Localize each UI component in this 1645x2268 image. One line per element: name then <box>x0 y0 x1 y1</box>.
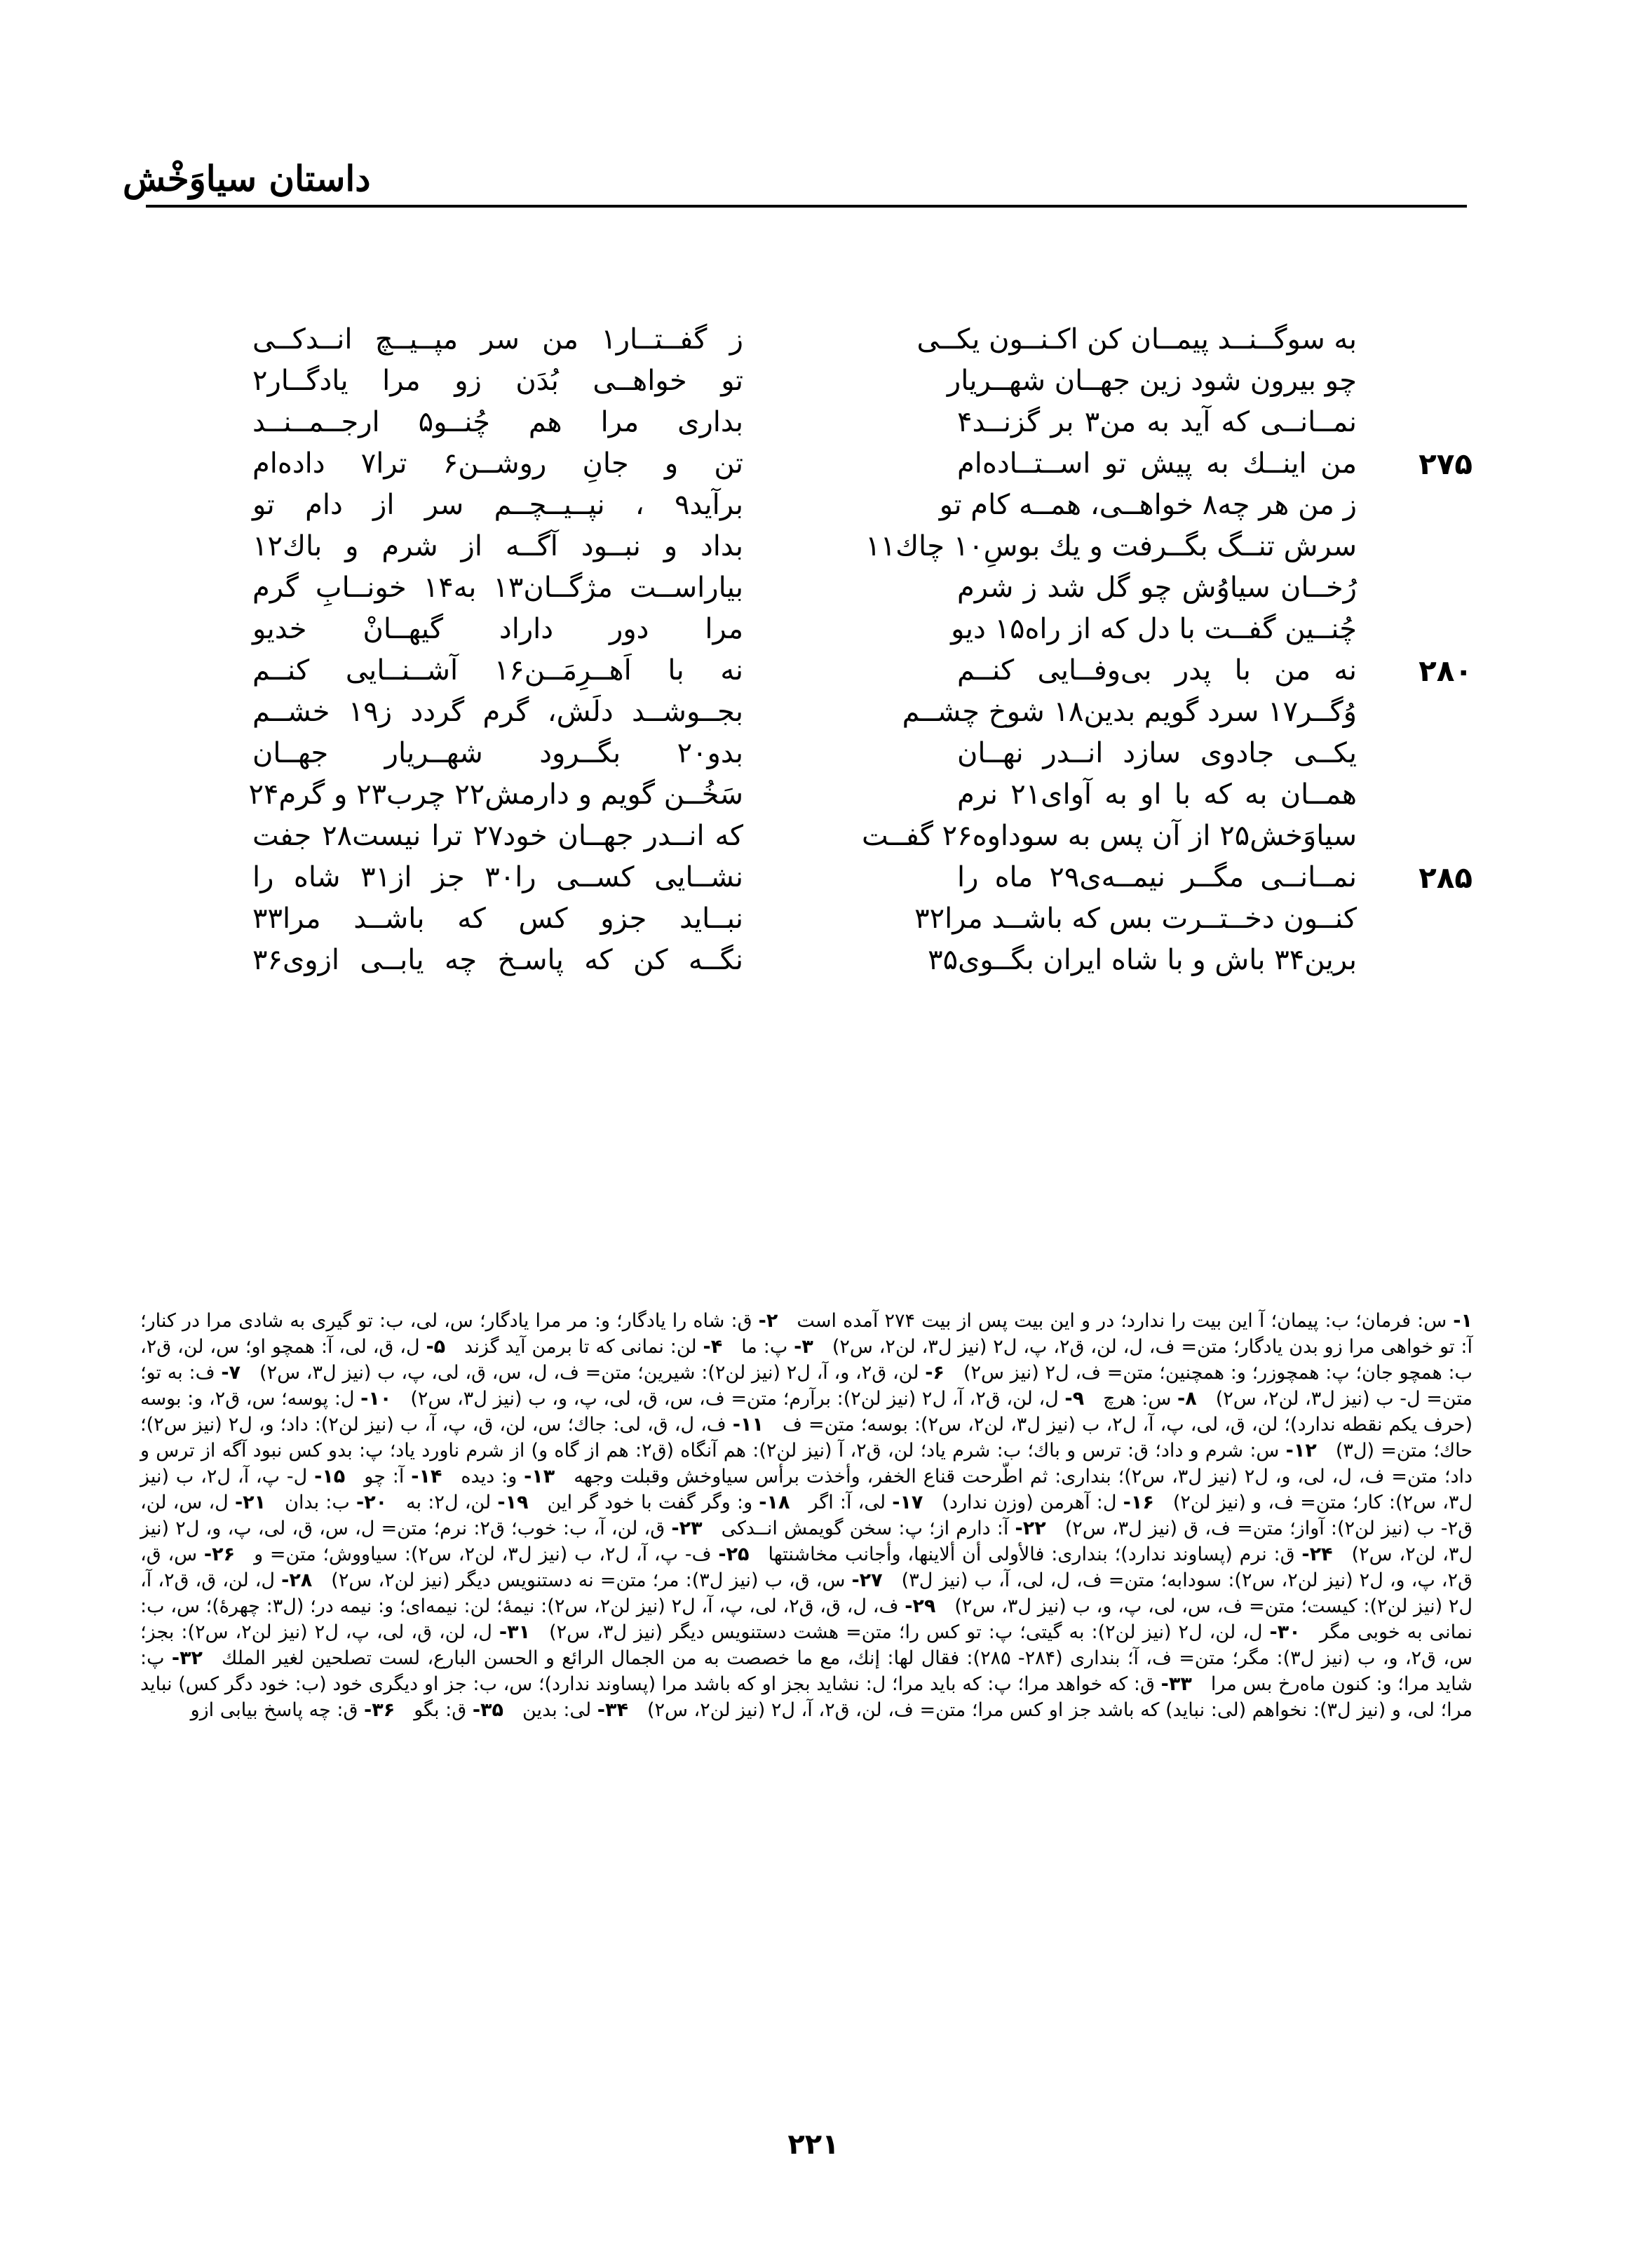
footnote-text: ل، لن، ل۲ (نیز لن۲): به گیتی؛ پ: تو کس را؛ متن= هشت دستنویس دیگر (نیز ل۳، س۲) <box>549 1621 1263 1643</box>
footnote-number: ۳۱- <box>499 1621 531 1643</box>
footnote-number: ۲۵- <box>718 1544 750 1565</box>
footnote-number: ۲۸- <box>281 1570 313 1591</box>
page-number: ۲۲۱ <box>787 2128 839 2161</box>
footnote-number: ۲۹- <box>905 1595 936 1617</box>
verse-row <box>252 402 1473 443</box>
hemistich-first: سیاوَخش۲۵ از آن پس به سوداوه۲۶ گفــت <box>861 820 1357 852</box>
hemistich-first: من اینــك به پیش تو اســتــاده‌ام <box>957 447 1357 480</box>
footnote-number: ۳۶- <box>364 1699 395 1721</box>
hemistich-first: چو بیرون شود زین جهــان شهــریار <box>947 365 1357 397</box>
footnote-text: س: فرمان؛ ب: پیمان؛ آ این بیت را ندارد؛ در و این بیت پس از بیت ۲۷۴ آمده است <box>797 1310 1447 1332</box>
footnote <box>503 1699 628 1721</box>
hemistich-first: چُنــین گفــت با دل که از راه۱۵ دیو <box>951 613 1357 645</box>
verse-row <box>248 774 1473 816</box>
verse-block <box>248 319 1473 981</box>
footnote <box>1084 1388 1197 1410</box>
hemistich-second: که انــدر جهــان خود۲۷ ترا نیست۲۸ جفت <box>252 820 743 852</box>
footnote-text: ق: بگو <box>414 1699 467 1721</box>
footnote-number: ۲۶- <box>203 1544 236 1565</box>
footnote-number: ۱- <box>1453 1310 1473 1332</box>
footnote-text: ق: که خواهد مرا؛ پ: که باید مرا؛ ل: نشاید بجز او که باشد مرا (پساوند ندارد)؛ س، ب: جز او دیگری خود (ب: خود دگر کس) نباید مرا؛ لی، و (نیز ل۳): نخواهم (لی: نباید) که باشد جز او کس مرا؛ متن= ف، لن، ق۲، آ، ل۲ (نیز لن۲، س۲) <box>140 1673 1473 1721</box>
footnote-number: ۲۰- <box>356 1492 388 1513</box>
hemistich-second: نشــایی کســی را۳۰ جز از۳۱ شاه را <box>252 861 743 893</box>
verse-number: ۲۸۵ <box>1419 860 1473 895</box>
verse-row <box>252 485 1473 526</box>
footnote-text: آ: دارم از؛ پ: سخن گویمش انــدکی <box>721 1518 1009 1539</box>
footnote <box>387 1492 528 1513</box>
footnote-text: لن، ق۲، و، آ، ل۲ (نیز لن۲): شیرین؛ متن= ف، ل، س، ق، لی، پ، ب (نیز ل۳، س۲) <box>259 1362 919 1384</box>
hemistich-second: بدو۲۰ بگــرود شهــریار جهــان <box>252 737 743 769</box>
footnote <box>790 1492 923 1513</box>
footnote <box>750 1544 1333 1565</box>
footnote <box>529 1492 790 1513</box>
footnote-number: ۱۷- <box>892 1492 923 1513</box>
hemistich-second: برآید۹ ، نپــیــچــم سر از دام تو <box>252 489 743 521</box>
footnote-number: ۱۱- <box>732 1414 764 1436</box>
footnote-text: و: دیده <box>461 1466 517 1487</box>
footnote-text: ق: نرم (پساوند ندارد)؛ بنداری: فالأولی أن ألاینها، وأجانب مخاشنتها <box>768 1544 1295 1565</box>
footnote <box>778 1310 1473 1332</box>
footnote <box>395 1699 503 1721</box>
footnote-text: ب: بدان <box>285 1492 350 1513</box>
footnote-number: ۱۶- <box>1123 1492 1154 1513</box>
hemistich-second: مرا دور داراد گیهــانْ خدیو <box>252 613 743 645</box>
footnote-text: ل، لن، ق۲، آ، ل۲ (نیز لن۲): برآرم؛ متن= ف، س، ق، لی، پ، و، ب (نیز ل۳، س۲) <box>410 1388 1059 1410</box>
footnote-text: ف، ل، ق، ق۲، لی، پ، آ، ل۲ (نیز لن۲، س۲): نیمهٔ؛ لن: نیمه‌ای؛ و: نیمه در؛ (ل۳: چهرهٔ)؛ س، ب: نمانی به خوبی مگر <box>140 1595 1473 1643</box>
footnote-text: ل: آهرمن (وزن ندارد) <box>942 1492 1117 1513</box>
footnote-number: ۲۲- <box>1015 1518 1046 1539</box>
footnote <box>312 1570 882 1591</box>
footnote-text: ل، لن، ق، لی، پ، ل۲ (نیز لن۲، س۲): بجز؛ س، ق۲، و، ب (نیز ل۳): مگر؛ متن= ف، آ؛ بنداری (۲۸۴- ۲۸۵): فقال لها: إنك، مع ما خصصت به من الجمال الرائع و الحسن البارع، لست تصلحین لغیر الملك <box>140 1621 1473 1669</box>
running-title: داستان سیاوَخْش <box>123 158 371 199</box>
footnote-text: ف- پ، آ، ل۲، ب (نیز ل۳، لن۲، س۲): سیاووش؛ متن= و <box>254 1544 712 1565</box>
footnote-text: ل- پ، آ، ل۲، ب (نیز ل۳، س۲): کار؛ متن= ف، و (نیز لن۲) <box>140 1466 1473 1513</box>
hemistich-first: نمــانــی که آید به من۳ بر گزنــد۴ <box>957 406 1358 438</box>
hemistich-second: بجــوشــد دلَش، گرم گردد ز۱۹ خشــم <box>252 696 743 728</box>
footnote-text: س، ق، ق۲، پ، و، ل۲ (نیز لن۲، س۲): سودابه؛ متن= ف، ل، لی، آ، ب (نیز ل۳) <box>140 1544 1473 1591</box>
verse-row <box>252 898 1473 940</box>
footnote-text: س، ق، ب (نیز ل۳): مر؛ متن= نه دستنویس دیگر (نیز لن۲، س۲) <box>331 1570 846 1591</box>
verse-row <box>252 360 1473 402</box>
footnote-text: و: وگر گفت با خود گر این <box>547 1492 753 1513</box>
footnote-number: ۲۱- <box>234 1492 266 1513</box>
verse-row <box>252 733 1473 774</box>
footnote-number: ۳۳- <box>1160 1673 1192 1695</box>
verse-row <box>252 940 1473 981</box>
footnote <box>445 1336 722 1358</box>
footnote-text: ق: چه پاسخ بیابی ازو <box>190 1699 358 1721</box>
footnote-number: ۷- <box>221 1362 241 1384</box>
verse-row <box>252 816 1473 857</box>
footnote-text: س: هرچ <box>1103 1388 1172 1410</box>
footnote-text: ف: به تو؛ متن= ل- ب (نیز ل۳، لن۲، س۲) <box>140 1362 1473 1410</box>
hemistich-second: تو خواهــی بُدَن زو مرا یادگــار۲ <box>252 365 743 397</box>
footnote-number: ۸- <box>1177 1388 1197 1410</box>
footnote-number: ۳۲- <box>171 1647 203 1669</box>
footnote <box>722 1336 813 1358</box>
hemistich-second: تن و جانِ روشــن۶ ترا۷ داده‌ام <box>252 447 743 480</box>
footnote <box>923 1492 1153 1513</box>
hemistich-first: یکــی جادوی سازد انــدر نهــان <box>957 737 1357 769</box>
hemistich-first: نه من با پدر بی‌وفــایی کنــم <box>957 654 1357 687</box>
verse-row <box>252 691 1473 733</box>
footnote-number: ۱۳- <box>524 1466 555 1487</box>
footnote <box>172 1699 395 1721</box>
header-rule <box>146 205 1467 208</box>
hemistich-first: به سوگــنــد پیمــان کن اکـنــون یکــی <box>916 323 1357 356</box>
hemistich-first: همــان به که با او به آوای۲۱ نرم <box>957 778 1357 811</box>
footnote-number: ۳۰- <box>1269 1621 1301 1643</box>
footnote-text: ل، لن، ق، ق۲، آ، ل۲ (نیز لن۲): کیست؛ متن= ف، س، لی، پ، و، ب (نیز ل۳، س۲) <box>140 1570 1473 1617</box>
hemistich-second: بداری مرا هم چُنــو۵ ارجــمــنــد <box>252 406 744 438</box>
footnote-number: ۲۴- <box>1301 1544 1333 1565</box>
footnote-text: ل، ق، لی، آ: همچو او؛ س، لن، ق۲، ب: همچو جان؛ پ: همچوزر؛ و: همچنین؛ متن= ف، ل۲ (نیز س۲) <box>140 1336 1473 1384</box>
footnote-text: لن: نمانی که تا برمن آید گزند <box>464 1336 697 1358</box>
footnote-number: ۹- <box>1064 1388 1085 1410</box>
verse-row <box>252 857 1473 898</box>
footnote-number: ۲- <box>758 1310 778 1332</box>
footnote <box>442 1466 555 1487</box>
footnote <box>235 1544 749 1565</box>
hemistich-second: ز گفــتــار۱ من سر مپــیــچ انــدکــی <box>252 323 743 356</box>
hemistich-first: وُگــر۱۷ سرد گویم بدین۱۸ شوخ چشــم <box>902 696 1357 728</box>
footnote <box>266 1492 387 1513</box>
footnote-number: ۲۷- <box>851 1570 883 1591</box>
hemistich-first: ز من هر چه۸ خواهــی، همــه کام تو <box>939 489 1357 521</box>
footnote-text: لی، آ: اگر <box>808 1492 886 1513</box>
footnote-text: ق: شاه را یادگار؛ و: مر مرا یادگار؛ س، لی، ب: تو گیری به شادی مرا در کنار؛ آ: تو خواهی مرا زو بدن یادگار؛ متن= ف، ل، لن، ق۲، پ، ل۲ (نیز ل۳، لن۲، س۲) <box>140 1310 1473 1358</box>
footnote <box>241 1362 945 1384</box>
footnote-number: ۴- <box>703 1336 723 1358</box>
footnote-text: پ: ما <box>741 1336 788 1358</box>
hemistich-second: بیاراســت مژگــان۱۳ به۱۴ خونــابِ گرم <box>252 572 743 604</box>
footnote-number: ۵- <box>426 1336 446 1358</box>
verse-row <box>252 609 1473 650</box>
hemistich-first: کنــون دخــتــرت بس که باشــد مرا۳۲ <box>914 903 1357 935</box>
footnote-text: ف، ل، ق، لی: جاك؛ س، لن، ق، پ، آ، ب (نیز لن۲): داد؛ و، ل۲ (نیز س۲)؛ حاك؛ متن= (ل۳) <box>140 1414 1473 1462</box>
footnote <box>391 1388 1084 1410</box>
footnote-text: ق، لن، آ، ب: خوب؛ ق۲: نرم؛ متن= ل، س، ق، لی، پ، و، ل۲ (نیز ل۳، لن۲، س۲) <box>140 1518 1473 1565</box>
footnote-text: ل: پوسه؛ س، ق۲، و: بوسه (حرف یکم نقطه ندارد)؛ لن، ق، لی، پ، آ، ل۲، ب (نیز ل۳، لن۲، س۲): بوسه؛ متن= ف <box>140 1388 1473 1436</box>
footnote-number: ۳- <box>794 1336 813 1358</box>
hemistich-second: بداد و نبــود آگــه از شرم و باك۱۲ <box>252 530 743 562</box>
footnote-number: ۱۲- <box>1285 1440 1317 1462</box>
verse-row <box>252 650 1473 691</box>
footnote-text: لی: بدین <box>522 1699 592 1721</box>
hemistich-second: نگــه کن که پاسـخ چه یابــی ازوی۳۶ <box>252 944 743 976</box>
footnote-number: ۱۹- <box>497 1492 529 1513</box>
footnote-text: لن، ل۲: به <box>406 1492 492 1513</box>
footnote-text: پ: شاید مرا؛ و: کنون ماه‌رخ بس مرا <box>140 1647 1473 1695</box>
footnote-number: ۱۰- <box>360 1388 392 1410</box>
footnote-number: ۱۴- <box>411 1466 442 1487</box>
footnote-text: ل، س، لن، ق۲- ب (نیز لن۲): آواز؛ متن= ف، ق (نیز ل۳، س۲) <box>140 1492 1473 1539</box>
verse-number: ۲۷۵ <box>1419 447 1473 481</box>
footnote-text: آ: چو <box>364 1466 405 1487</box>
verse-row <box>252 567 1473 609</box>
footnotes <box>140 1308 1473 1723</box>
running-head <box>123 154 1465 203</box>
footnote-text: س: شرم و داد؛ ق: ترس و باك؛ ب: شرم یاد؛ لن، ق۲، آ (نیز لن۲): هم آنگاه (ق۲: هم از گاه و) از شرم ناورد یاد؛ پ: بدو کس نبود آگه از ترس و داد؛ متن= ف، ل، لی، و، ل۲ (نیز ل۳، س۲)؛ بنداری: ثم اطّرحت قناع الخفر، وأخذت برأس سیاوخش وقبلت وجهه <box>140 1440 1473 1487</box>
hemistich-second: نبــاید جزو کس که باشــد مرا۳۳ <box>252 903 743 935</box>
footnote-number: ۶- <box>925 1362 945 1384</box>
footnote-number: ۳۵- <box>472 1699 503 1721</box>
footnote-number: ۱۸- <box>759 1492 790 1513</box>
hemistich-first: برین۳۴ باش و با شاه ایران بگــوی۳۵ <box>928 944 1357 976</box>
hemistich-second: سَخُــن گویم و دارمش۲۲ چرب۲۳ و گرم۲۴ <box>248 778 743 811</box>
hemistich-first: رُخــان سیاوُش چو گل شد ز شرم <box>957 572 1357 604</box>
hemistich-first: نمــانــی مگــر نیمــه‌ی۲۹ ماه را <box>957 861 1357 893</box>
hemistich-second: نه با اَهــرِمَــن۱۶ آشــنــایی کنــم <box>252 654 743 687</box>
verse-row <box>252 443 1473 485</box>
hemistich-first: سرش تنــگ بگــرفت و یك بوسِ۱۰ چاك۱۱ <box>865 530 1357 562</box>
footnote-number: ۳۴- <box>597 1699 628 1721</box>
footnote-number: ۲۳- <box>671 1518 703 1539</box>
footnote <box>345 1466 442 1487</box>
footnote <box>703 1518 1046 1539</box>
footnote-number: ۱۵- <box>314 1466 346 1487</box>
verse-number: ۲۸۰ <box>1419 654 1473 688</box>
footnote <box>530 1621 1301 1643</box>
verse-row <box>252 319 1473 360</box>
verse-row <box>252 526 1473 567</box>
